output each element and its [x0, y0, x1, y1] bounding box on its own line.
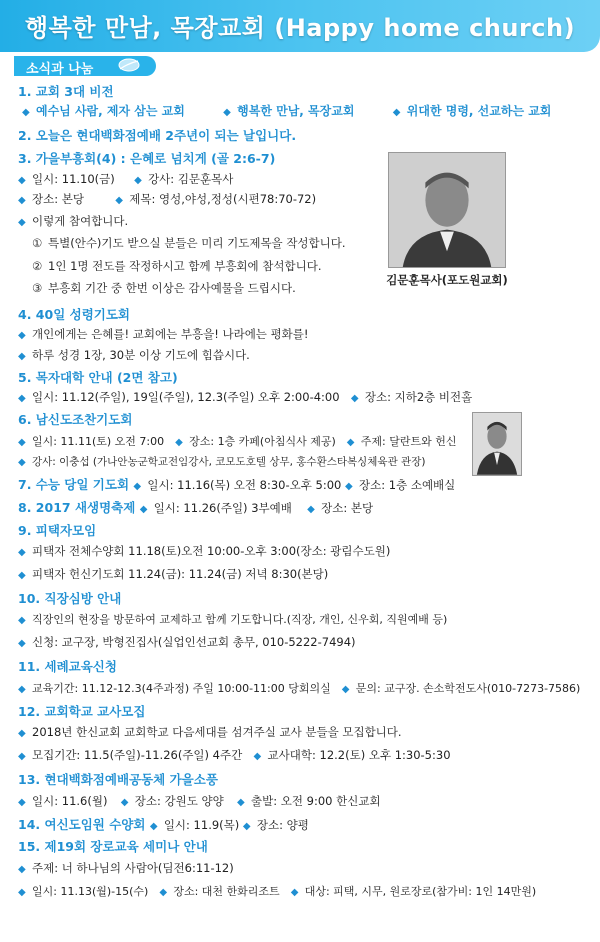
section-title-7: 7. 수능 당일 기도회 ◆ 일시: 11.16(목) 오전 8:30-오후 5:00 ◆ 장소: 1층 소예배실: [18, 477, 456, 492]
diamond-bullet-icon: ◆: [18, 457, 26, 468]
diamond-bullet-icon: ◆: [18, 638, 26, 649]
diamond-bullet-icon: ◆: [237, 797, 245, 808]
list-item: ② 1인 1명 전도를 작정하시고 함께 부흥회에 참석합니다.: [32, 259, 322, 273]
section-title-12: 12. 교회학교 교사모집: [18, 704, 146, 719]
diamond-bullet-icon: ◆: [18, 684, 26, 695]
diamond-bullet-icon: ◆: [18, 751, 26, 762]
section-title-2: 2. 오늘은 현대백화점예배 2주년이 되는 날입니다.: [18, 128, 297, 143]
diamond-bullet-icon: ◆: [223, 107, 231, 118]
diamond-bullet-icon: ◆: [18, 728, 26, 739]
info-line: ◆ 일시: 11.11(토) 오전 7:00 ◆ 장소: 1층 카페(아침식사 제공) ◆ 주제: 달란트와 헌신: [18, 435, 457, 448]
subtitle-label: 소식과 나눔: [26, 62, 94, 77]
info-line: ◆ 장소: 본당 ◆ 제목: 영성,야성,정성(시편78:70-72): [18, 192, 317, 206]
diamond-bullet-icon: ◆: [18, 437, 26, 448]
list-item: ③ 부흥회 기간 중 한번 이상은 감사예물을 드립시다.: [32, 281, 296, 295]
info-line: ◆ 개인에게는 은혜를! 교회에는 부흥을! 나라에는 평화를!: [18, 327, 309, 341]
diamond-bullet-icon: ◆: [290, 887, 299, 898]
section-title-15: 15. 제19회 장로교육 세미나 안내: [18, 839, 208, 854]
diamond-bullet-icon: ◆: [18, 330, 26, 341]
diamond-bullet-icon: ◆: [159, 887, 168, 898]
speaker-photo: [388, 152, 506, 268]
diamond-bullet-icon: ◆: [341, 684, 350, 695]
info-line: ◆ 주제: 너 하나님의 사람아(딤전6:11-12): [18, 861, 234, 875]
diamond-bullet-icon: ◆: [18, 351, 26, 362]
section-title-13: 13. 현대백화점예배공동체 가을소풍: [18, 772, 218, 787]
diamond-bullet-icon: ◆: [242, 821, 251, 832]
section-title-6: 6. 남신도조찬기도회: [18, 412, 133, 427]
info-line: ◆ 피택자 헌신기도회 11.24(금): 11.24(금) 저녁 8:30(본당): [18, 567, 329, 581]
diamond-bullet-icon: ◆: [18, 195, 26, 206]
vision-item: 예수님 사람, 제자 삼는 교회: [36, 104, 185, 118]
section-title-1: 1. 교회 3대 비전: [18, 84, 114, 99]
info-line: ◆ 피택자 전체수양회 11.18(토)오전 10:00-오후 3:00(장소: 광림수도원): [18, 544, 391, 558]
diamond-bullet-icon: ◆: [120, 797, 129, 808]
diamond-bullet-icon: ◆: [175, 437, 183, 448]
info-line: ◆ 신청: 교구장, 박형진집사(실업인선교회 총무, 010-5222-7494): [18, 635, 356, 649]
leaf-icon: [118, 57, 140, 73]
diamond-bullet-icon: ◆: [22, 107, 30, 118]
diamond-bullet-icon: ◆: [18, 570, 26, 581]
section-title-11: 11. 세례교육신청: [18, 659, 117, 674]
diamond-bullet-icon: ◆: [350, 393, 359, 404]
info-line: ◆ 교육기간: 11.12-12.3(4주과정) 주일 10:00-11:00 당회의실 ◆ 문의: 교구장. 손소학전도사(010-7273-7586): [18, 682, 581, 695]
vision-item: 행복한 만남, 목장교회: [237, 104, 355, 118]
diamond-bullet-icon: ◆: [115, 195, 123, 206]
info-line: ◆ 일시: 11.12(주일), 19일(주일), 12.3(주일) 오후 2:00-4:00 ◆ 장소: 지하2층 비전홀: [18, 390, 473, 404]
diamond-bullet-icon: ◆: [134, 175, 142, 186]
diamond-bullet-icon: ◆: [139, 504, 148, 515]
diamond-bullet-icon: ◆: [18, 797, 26, 808]
section-title-4: 4. 40일 성령기도회: [18, 307, 130, 322]
diamond-bullet-icon: ◆: [307, 504, 315, 515]
section-title-10: 10. 직장심방 안내: [18, 591, 122, 606]
diamond-bullet-icon: ◆: [253, 751, 262, 762]
diamond-bullet-icon: ◆: [149, 821, 158, 832]
list-item: ① 특별(안수)기도 받으실 분들은 미리 기도제목을 작성합니다.: [32, 236, 346, 250]
vision-list: [22, 102, 551, 119]
info-line: ◆ 모집기간: 11.5(주일)-11.26(주일) 4주간 ◆ 교사대학: 12.2(토) 오후 1:30-5:30: [18, 748, 451, 762]
diamond-bullet-icon: ◆: [18, 393, 26, 404]
section-title-8: 8. 2017 새생명축제 ◆ 일시: 11.26(주일) 3부예배 ◆ 장소: 본당: [18, 500, 374, 515]
diamond-bullet-icon: ◆: [345, 481, 353, 492]
diamond-bullet-icon: ◆: [18, 864, 26, 875]
info-line: ◆ 일시: 11.13(월)-15(수) ◆ 장소: 대천 한화리조트 ◆ 대상: 피택, 시무, 원로장로(참가비: 1인 14만원): [18, 885, 537, 898]
info-line: ◆ 강사: 이충섭 (가나안농군학교전임강사, 코모도호텔 상무, 홍수환스타복싱체육관 관장): [18, 456, 426, 468]
section-title-14: 14. 여신도임원 수양회 ◆ 일시: 11.9(목) ◆ 장소: 양평: [18, 817, 309, 832]
info-line: ◆ 이렇게 참여합니다.: [18, 214, 129, 228]
diamond-bullet-icon: ◆: [18, 615, 26, 626]
page-title: 행복한 만남, 목장교회 (Happy home church): [24, 14, 576, 42]
diamond-bullet-icon: ◆: [18, 547, 26, 558]
speaker-photo-small: [472, 412, 522, 476]
section-title-3: 3. 가을부흥회(4) : 은혜로 넘치게 (골 2:6-7): [18, 151, 276, 166]
info-line: ◆ 직장인의 현장을 방문하여 교제하고 함께 기도합니다.(직장, 개인, 신우회, 직원예배 등): [18, 613, 448, 626]
info-line: ◆ 일시: 11.6(월) ◆ 장소: 강원도 양양 ◆ 출발: 오전 9:00 한신교회: [18, 794, 381, 808]
diamond-bullet-icon: ◆: [133, 481, 142, 492]
section-title-5: 5. 목자대학 안내 (2면 참고): [18, 370, 178, 385]
diamond-bullet-icon: ◆: [18, 887, 26, 898]
photo-caption: 김문훈목사(포도원교회): [386, 273, 508, 287]
info-line: ◆ 2018년 한신교회 교회학교 다음세대를 섬겨주실 교사 분들을 모집합니다.: [18, 725, 402, 739]
diamond-bullet-icon: ◆: [18, 217, 26, 228]
diamond-bullet-icon: ◆: [346, 437, 355, 448]
info-line: ◆ 일시: 11.10(금) ◆ 강사: 김문훈목사: [18, 172, 234, 186]
diamond-bullet-icon: ◆: [392, 107, 401, 118]
diamond-bullet-icon: ◆: [18, 175, 26, 186]
vision-item: 위대한 명령, 선교하는 교회: [406, 104, 552, 118]
section-title-9: 9. 피택자모임: [18, 523, 97, 538]
info-line: ◆ 하루 성경 1장, 30분 이상 기도에 힘씁시다.: [18, 348, 250, 362]
